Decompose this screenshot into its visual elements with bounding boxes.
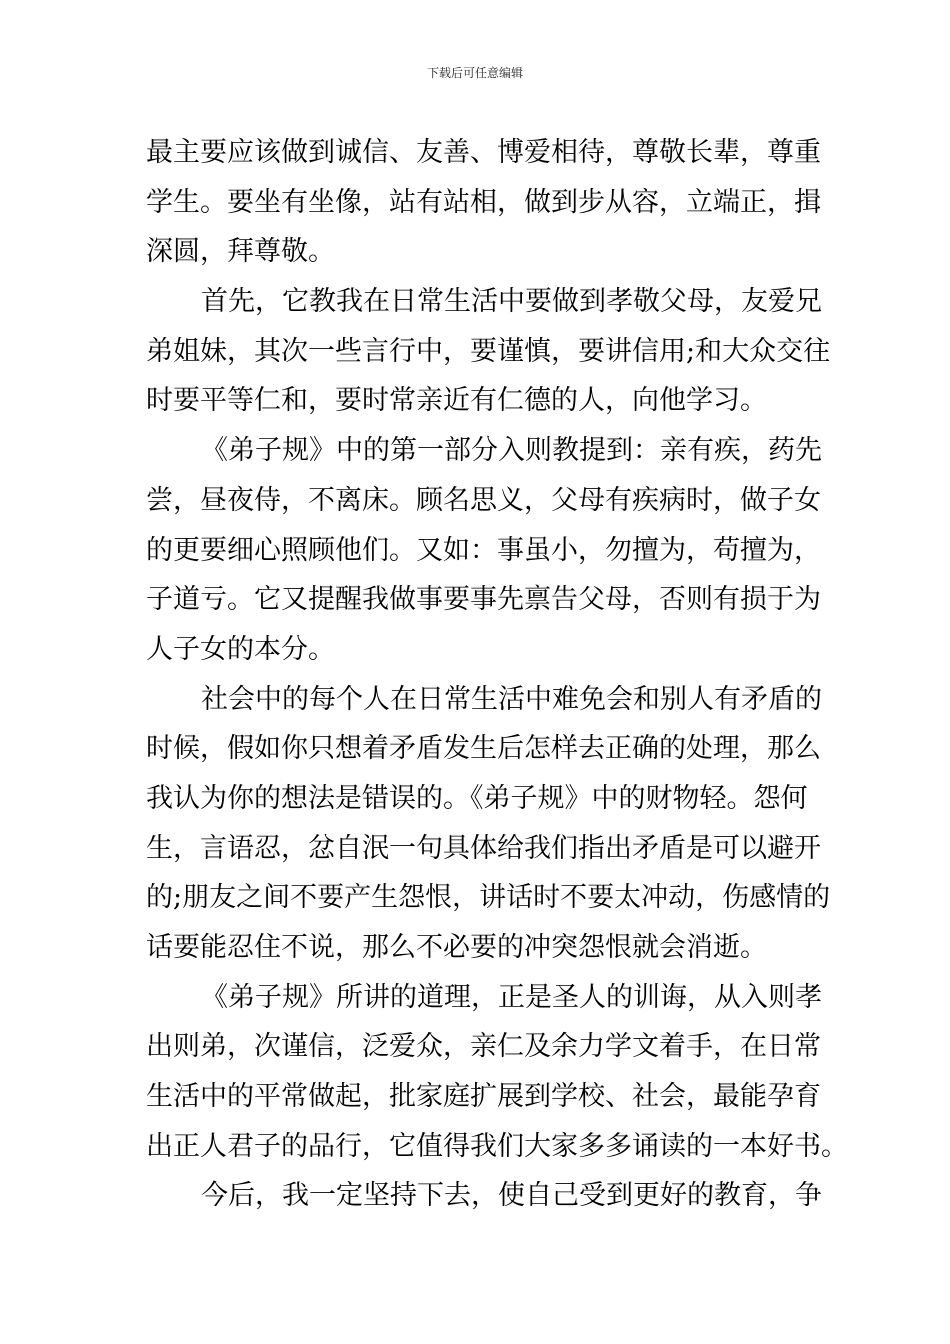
text-line: 今后，我一定坚持下去，使自己受到更好的教育，争	[201, 1180, 822, 1212]
text-line: 出则弟，次谨信，泛爱众，亲仁及余力学文着手，在日常	[146, 1031, 821, 1063]
text-line: 时要平等仁和，要时常亲近有仁德的人，向他学习。	[146, 385, 767, 417]
text-line: 出正人君子的品行，它值得我们大家多多诵读的一本好书。	[146, 1130, 848, 1162]
text-line: 的更要细心照顾他们。又如：事虽小，勿擅为，苟擅为，	[146, 534, 821, 566]
text-line: 首先，它教我在日常生活中要做到孝敬父母，友爱兄	[201, 286, 822, 318]
page-header: 下载后可任意编辑	[426, 66, 523, 80]
text-line: 学生。要坐有坐像，站有站相，做到步从容，立端正，揖	[146, 186, 821, 218]
text-line: 尝，昼夜侍，不离床。顾名思义，父母有疾病时，做子女	[146, 484, 821, 516]
text-line: 我认为你的想法是错误的。《弟子规》中的财物轻。怨何	[146, 782, 808, 814]
text-line: 弟姐妹，其次一些言行中，要谨慎，要讲信用;和大众交往	[146, 335, 831, 367]
text-line: 的;朋友之间不要产生怨恨，讲话时不要太冲动，伤感情的	[146, 882, 831, 914]
text-line: 最主要应该做到诚信、友善、博爱相待，尊敬长辈，尊重	[146, 137, 821, 168]
text-line: 深圆，拜尊敬。	[146, 236, 335, 268]
text-line: 时候，假如你只想着矛盾发生后怎样去正确的处理，那么	[146, 733, 821, 765]
text-line: 子道亏。它又提醒我做事要事先禀告父母，否则有损于为	[146, 584, 821, 616]
text-line: 生活中的平常做起，批家庭扩展到学校、社会，最能孕育	[146, 1081, 821, 1113]
text-line: 人子女的本分。	[146, 633, 335, 665]
text-line: 话要能忍住不说，那么不必要的冲突怨恨就会消逝。	[146, 932, 767, 963]
text-line: 《弟子规》中的第一部分入则教提到：亲有疾，药先	[201, 435, 822, 467]
text-line: 生，言语忍，忿自泯一句具体给我们指出矛盾是可以避开	[146, 832, 821, 864]
document-body	[146, 128, 848, 1221]
text-line: 《弟子规》所讲的道理，正是圣人的训诲，从入则孝	[201, 981, 822, 1013]
text-line: 社会中的每个人在日常生活中难免会和别人有矛盾的	[201, 683, 822, 715]
